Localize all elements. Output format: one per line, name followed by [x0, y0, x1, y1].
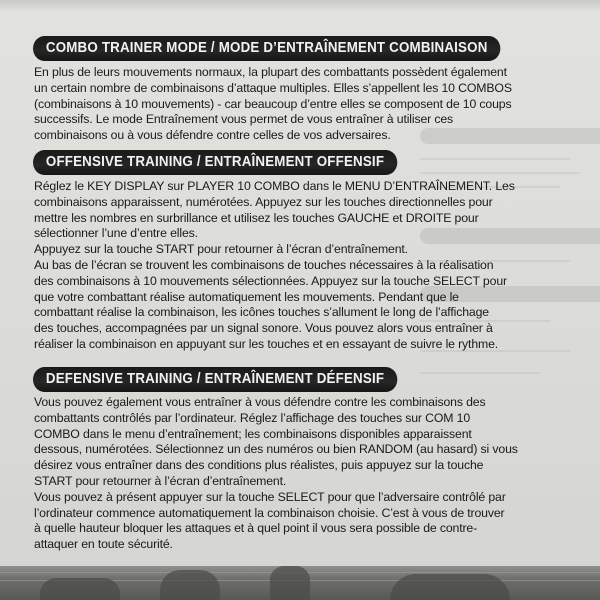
- section-header-defensive-training: DEFENSIVE TRAINING / ENTRAÎNEMENT DÉFENSIF: [33, 367, 397, 392]
- section-body-defensive-training: Vous pouvez également vous entraîner à vous défendre contre les combinaisons des combattants contrôlés par l’ordinateur. Réglez l’affichage des touches sur COM 10 COMBO dans le menu d’entraînement; les combinaisons disponibles apparaissent dessous, numérotées. Sélectionnez un des numéros ou bien RANDOM (au hasard) si vous désirez vous entraîner dans des conditions plus réalistes, puis appuyez sur la touche START pour retourner à l’écran d’entraînement. Vous pouvez à présent appuyer sur la touche SELECT pour que l’adversaire contrôlé par l’ordinateur commence automatiquement la combinaison choisie. C’est à vous de trouver à quelle hauteur bloquer les attaques et à quel point il vous sera possible de contre- attaquer en toute sécurité.: [34, 395, 518, 552]
- section-header-combo-trainer: COMBO TRAINER MODE / MODE D’ENTRAÎNEMENT COMBINAISON: [33, 36, 500, 61]
- decorative-photo-strip: [0, 566, 600, 600]
- top-shadow: [0, 0, 600, 12]
- section-body-offensive-training: Réglez le KEY DISPLAY sur PLAYER 10 COMBO dans le MENU D’ENTRAÎNEMENT. Les combinaisons apparaissent, numérotées. Appuyez sur les touches directionnelles pour mettre les nombres en surbrillance et utilisez les touches GAUCHE et DROITE pour sélectionner l’une d’entre elles. Appuyez sur la touche START pour retourner à l’écran d’entraînement. Au bas de l’écran se trouvent les combinaisons de touches nécessaires à la réalisation des combinaisons à 10 mouvements sélectionnées. Appuyez sur la touche SELECT pour que votre combattant réalise automatiquement les mouvements. Pendant que le combattant réalise la combinaison, les icônes touches s’allument le long de l’affichage des touches, accompagnées par un signal sonore. Vous pouvez alors vous entraîner à réaliser la combinaison en appuyant sur les touches et en essayant de suivre le rythme.: [34, 179, 515, 351]
- section-header-offensive-training: OFFENSIVE TRAINING / ENTRAÎNEMENT OFFENSIF: [33, 150, 397, 175]
- section-body-combo-trainer: En plus de leurs mouvements normaux, la plupart des combattants possèdent également un certain nombre de combinaisons d’attaque multiples. Elles s’appellent les 10 COMBOS (combinaisons à 10 mouvements) - car beaucoup d’entre elles se composent de 10 coups successifs. Le mode Entraînement vous permet de vous entraîner à utiliser ces combinaisons ou à vous défendre contre celles de vos adversaires.: [34, 65, 512, 143]
